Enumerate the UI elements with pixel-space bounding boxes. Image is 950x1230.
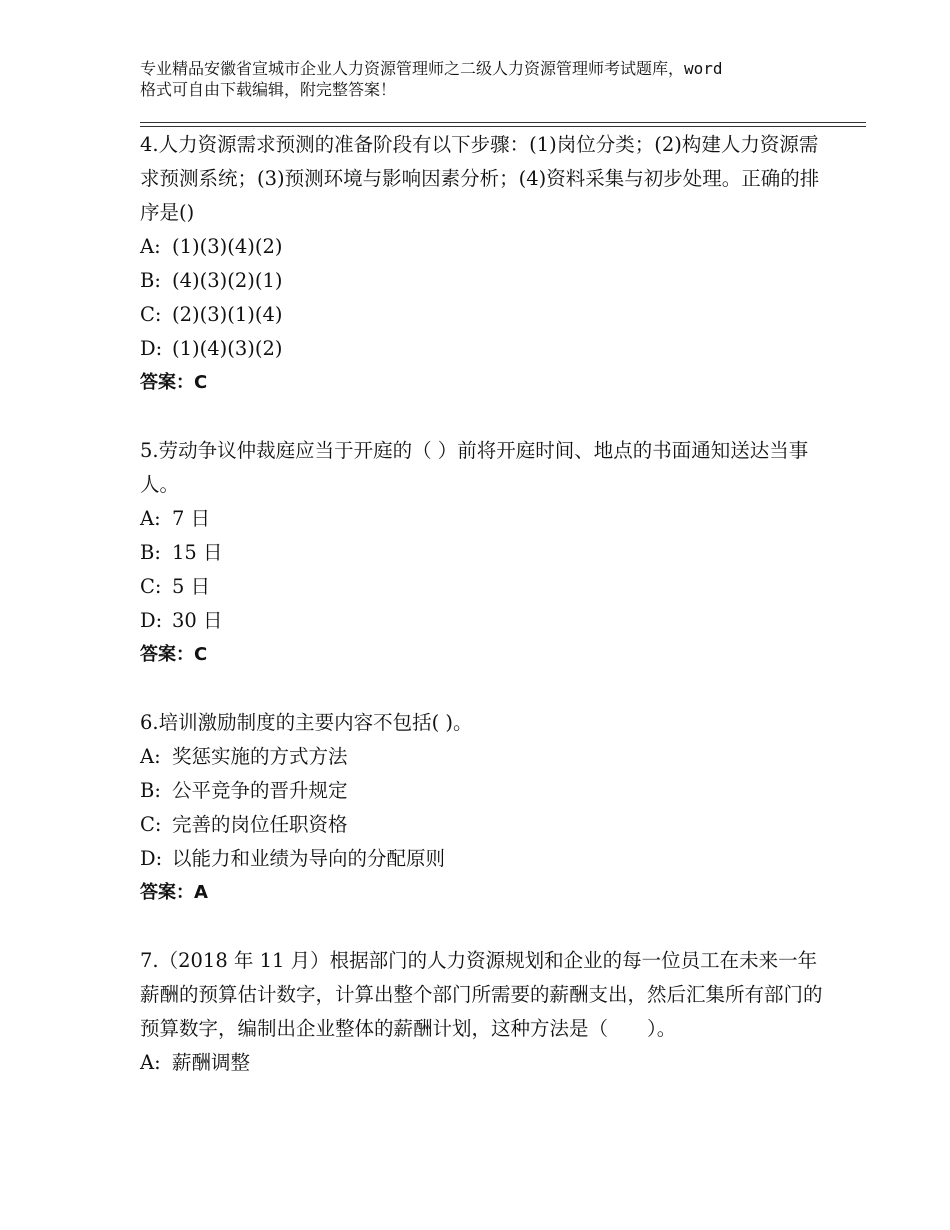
option-text: 公平竞争的晋升规定 [172,779,348,802]
option-text: 完善的岗位任职资格 [172,813,348,836]
spacer [140,400,830,434]
option-text: (1)(3)(4)(2) [172,235,283,258]
question-6 [140,706,830,910]
option-label: D: [140,847,163,870]
option-text: (1)(4)(3)(2) [172,337,283,360]
option-label: D: [140,609,163,632]
header-line-1: 专业精品安徽省宣城市企业人力资源管理师之二级人力资源管理师考试题库，word [140,59,723,78]
option-b [140,264,830,298]
option-d [140,604,830,638]
option-text: (4)(3)(2)(1) [172,269,283,292]
option-text: 5 日 [172,575,211,598]
option-label: A: [140,1051,161,1074]
option-text: 7 日 [172,507,211,530]
answer: 答案：C [140,372,208,393]
header-divider-top [140,122,866,123]
option-b [140,536,830,570]
option-text: 15 日 [172,541,223,564]
option-label: D: [140,337,163,360]
document-header [140,58,840,100]
option-text: 奖惩实施的方式方法 [172,745,348,768]
option-label: B: [140,541,161,564]
option-d [140,842,830,876]
option-text: 薪酬调整 [172,1051,251,1074]
question-text: 4.人力资源需求预测的准备阶段有以下步骤：(1)岗位分类；(2)构建人力资源需求预测系统；(3)预测环境与影响因素分析；(4)资料采集与初步处理。正确的排序是() [140,133,820,224]
option-text: (2)(3)(1)(4) [172,303,283,326]
question-7 [140,944,830,1080]
option-a [140,740,830,774]
option-c [140,808,830,842]
question-text: 6.培训激励制度的主要内容不包括( )。 [140,711,473,734]
question-list [140,128,830,1080]
header-line-2: 格式可自由下载编辑，附完整答案！ [140,80,397,99]
option-label: A: [140,745,161,768]
option-label: A: [140,507,161,530]
option-b [140,774,830,808]
option-label: C: [140,575,162,598]
option-label: B: [140,269,161,292]
option-label: B: [140,779,161,802]
option-label: C: [140,813,162,836]
answer: 答案：C [140,644,208,665]
option-c [140,570,830,604]
question-text: 7.（2018 年 11 月）根据部门的人力资源规划和企业的每一位员工在未来一年薪酬的预算估计数字，计算出整个部门所需要的薪酬支出，然后汇集所有部门的预算数字，编制出企业整体的薪酬计划，这种方法是（ ）。 [140,949,823,1040]
option-label: C: [140,303,162,326]
answer: 答案：A [140,882,208,903]
question-text: 5.劳动争议仲裁庭应当于开庭的（ ）前将开庭时间、地点的书面通知送达当事人。 [140,439,809,496]
question-4 [140,128,830,400]
option-label: A: [140,235,161,258]
option-a [140,230,830,264]
question-5 [140,434,830,672]
spacer [140,672,830,706]
option-a [140,1046,830,1080]
option-d [140,332,830,366]
header-divider-bottom [140,126,866,127]
option-a [140,502,830,536]
spacer [140,910,830,944]
option-c [140,298,830,332]
option-text: 30 日 [172,609,223,632]
option-text: 以能力和业绩为导向的分配原则 [172,847,446,870]
